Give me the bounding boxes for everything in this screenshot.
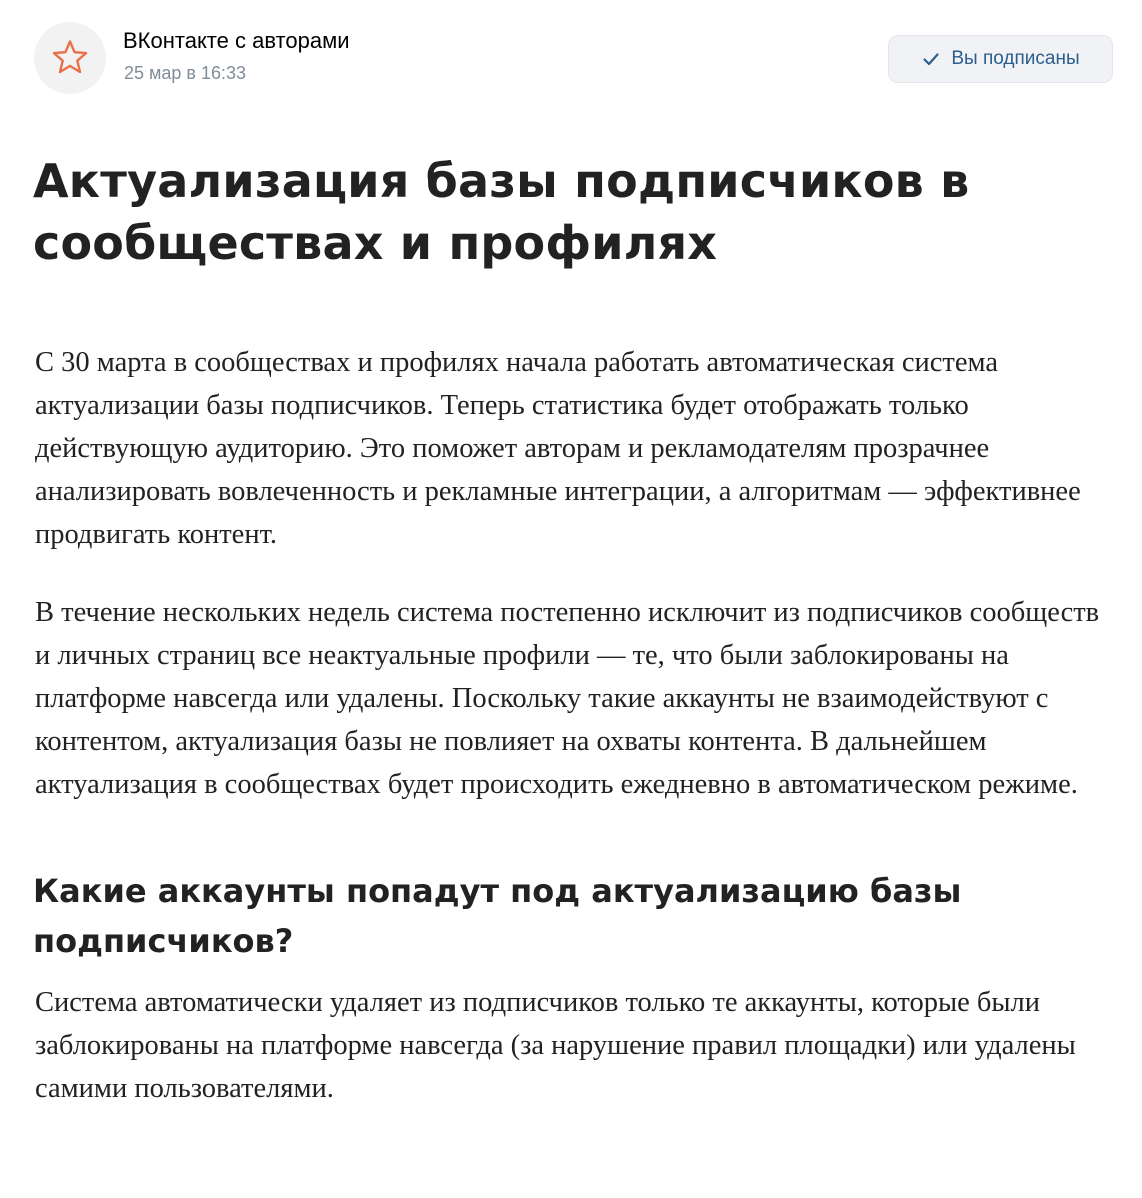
subscribed-button[interactable] [888,35,1113,83]
subscribed-button-label: Вы подписаны [951,48,1080,69]
article-paragraph: В течение нескольких недель система постепенно исключит из подписчиков сообществ и личных страниц все неактуальные профили — те, что были заблокированы на платформе навсегда или удалены. Поскольку такие аккаунты не взаимодействуют с контентом, актуализация базы не повлияет на охваты контента. В дальнейшем актуализация в сообществах будет происходить ежедневно в автоматическом режиме. [35,597,1100,800]
post-date[interactable]: 25 мар в 16:33 [124,63,247,83]
section-heading: Какие аккаунты попадут под актуализацию базы подписчиков? [33,872,962,960]
check-icon [921,49,941,69]
author-name[interactable]: ВКонтакте с авторами [123,28,350,53]
article-paragraph: С 30 марта в сообществах и профилях начала работать автоматическая система актуализации базы подписчиков. Теперь статистика будет отображать только действующую аудиторию. Это поможет авторам и рекламодателям прозрачнее анализировать вовлеченность и рекламные интеграции, а алгоритмам — эффективнее продвигать контент. [35,347,1081,550]
article-title: Актуализация базы подписчиков в сообществах и профилях [33,154,970,270]
star-icon [49,37,91,79]
article [33,150,1113,1110]
post-header [0,0,1142,110]
avatar[interactable] [34,22,106,94]
section-paragraph: Система автоматически удаляет из подписчиков только те аккаунты, которые были заблокированы на платформе навсегда (за нарушение правил площадки) или удалены самими пользователями. [35,987,1076,1104]
